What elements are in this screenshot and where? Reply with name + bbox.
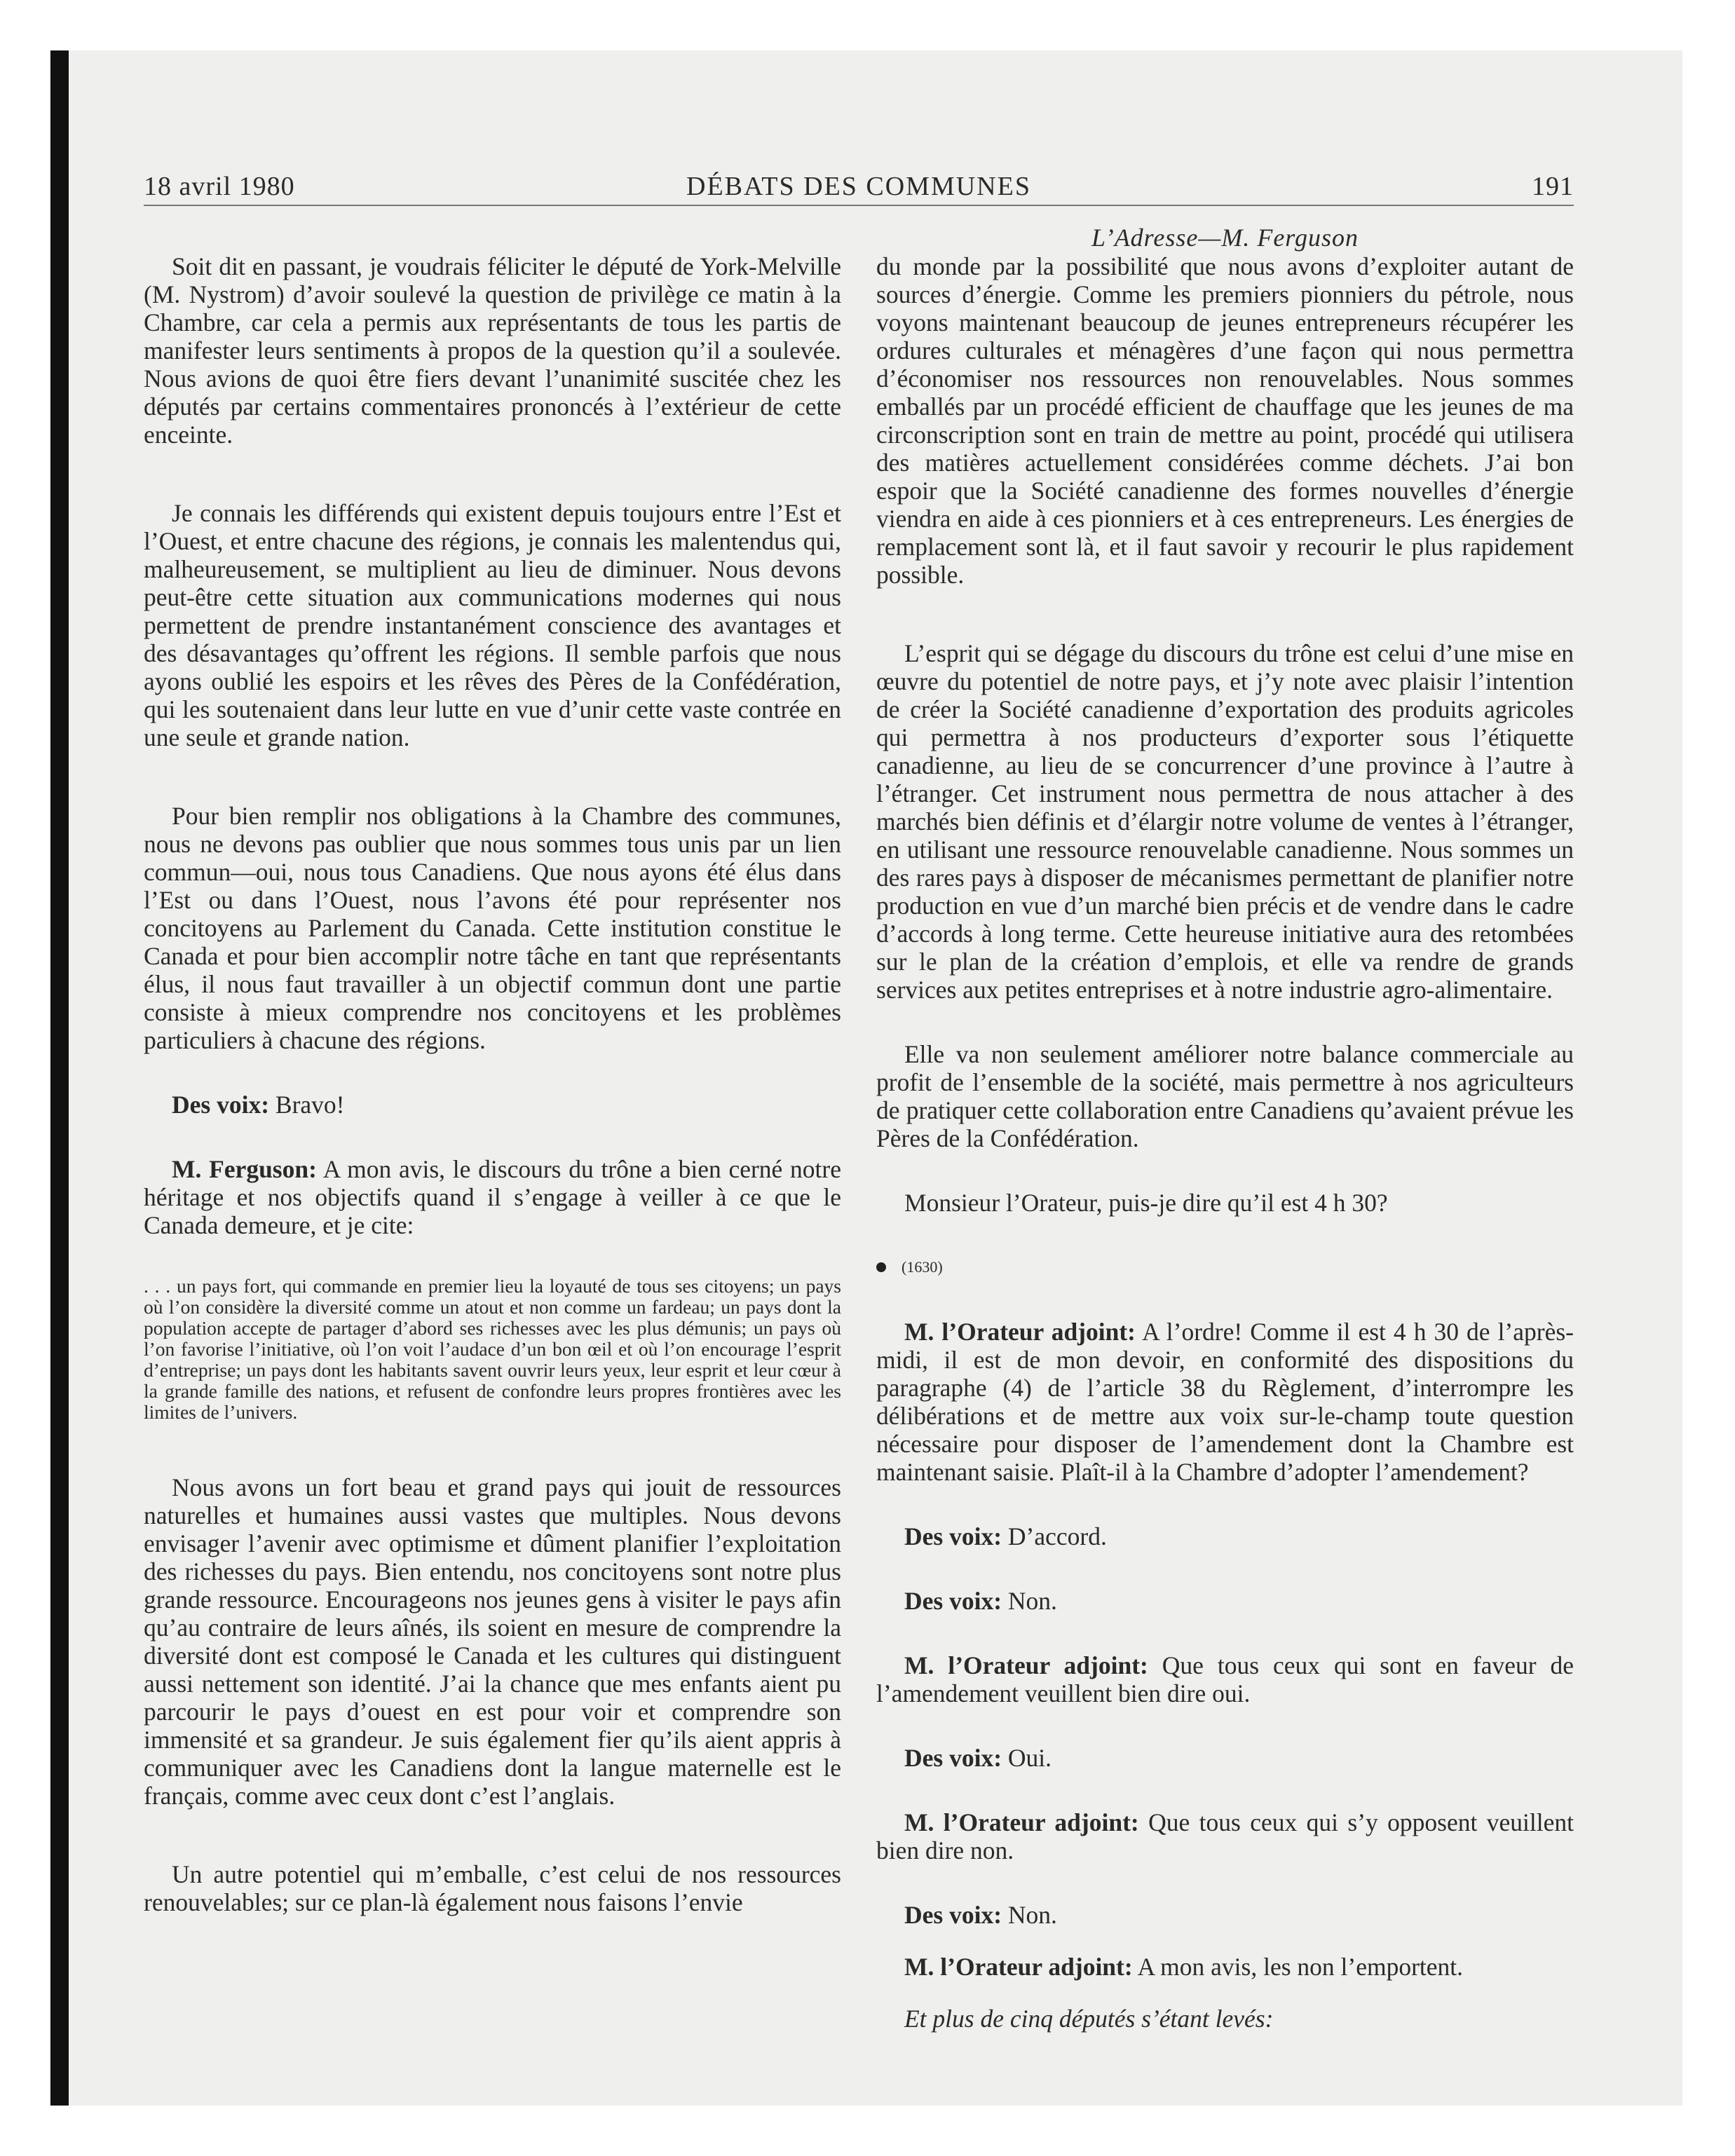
speaker-name: M. Ferguson: <box>172 1155 317 1183</box>
speech <box>876 1901 1574 1929</box>
paragraph: Soit dit en passant, je voudrais féliciter le député de York-Melville (M. Nystrom) d’avoir soulevé la question de privilège ce matin à la Chambre, car cela a permis aux représentants de tous les partis de manifester leurs sentiments à propos de la question qu’il a soulevée. Nous avions de quoi être fiers devant l’unanimité suscitée chez les députés par certains commentaires prononcés à l’extérieur de cette enceinte. <box>144 252 841 449</box>
speaker-name: Des voix: <box>172 1091 270 1119</box>
running-head: L’Adresse—M. Ferguson <box>1091 224 1359 252</box>
speaker-name: M. l’Orateur adjoint: <box>904 1651 1148 1679</box>
block-quote: . . . un pays fort, qui commande en premier lieu la loyauté de tous ses citoyens; un pays où l’on considère la diversité comme un atout et non comme un fardeau; un pays dont la population accepte de partager d’abord ses richesses avec les plus démunis; un pays où l’on favorise l’initiative, où l’on voit l’audace d’un bon œil et où l’on encourage l’esprit d’entreprise; un pays dont les habitants savent ouvrir leurs yeux, leur esprit et leur cœur à la grande famille des nations, et refusent de confondre leurs propres frontières avec les limites de l’univers. <box>144 1275 841 1423</box>
header-date: 18 avril 1980 <box>144 172 295 201</box>
scan-edge-bar <box>50 50 69 2106</box>
paragraph: Elle va non seulement améliorer notre balance commerciale au profit de l’ensemble de la société, mais permettre à nos agriculteurs de pratiquer cette collaboration entre Canadiens qu’avaient prévue les Pères de la Confédération. <box>876 1040 1574 1152</box>
speech <box>876 1318 1574 1486</box>
right-column <box>876 252 1574 2033</box>
bullet-icon <box>876 1262 886 1272</box>
speech-text: Non. <box>1002 1901 1057 1929</box>
speech <box>876 1808 1574 1864</box>
speech-text: D’accord. <box>1002 1522 1107 1550</box>
header-title: DÉBATS DES COMMUNES <box>686 172 1031 201</box>
speech <box>876 1953 1574 1981</box>
speaker-name: Des voix: <box>904 1901 1002 1929</box>
paragraph: Un autre potentiel qui m’emballe, c’est celui de nos ressources renouvelables; sur ce plan-là également nous faisons l’envie <box>144 1860 841 1916</box>
paragraph: Je connais les différends qui existent depuis toujours entre l’Est et l’Ouest, et entre chacune des régions, je connais les malentendus qui, malheureusement, se multiplient au lieu de diminuer. Nous devons peut-être cette situation aux communications modernes qui nous permettent de prendre instantanément conscience des avantages et des désavantages qu’offrent les régions. Il semble parfois que nous ayons oublié les espoirs et les rêves des Pères de la Confédération, qui les soutenaient dans leur lutte en vue d’unir cette vaste contrée en une seule et grande nation. <box>144 499 841 751</box>
speech <box>876 1587 1574 1615</box>
speech-text: Oui. <box>1002 1744 1052 1772</box>
left-column <box>144 252 841 1916</box>
speech-text: Bravo! <box>269 1091 345 1119</box>
paragraph: L’esprit qui se dégage du discours du trône est celui d’une mise en œuvre du potentiel de notre pays, et j’y note avec plaisir l’intention de créer la Société canadienne d’exportation des produits agricoles qui permettra à nos producteurs d’exporter sous l’étiquette canadienne, au lieu de se concurrencer d’une province à l’autre à l’étranger. Cet instrument nous permettra de nous attacher à des marchés bien définis et d’élargir notre volume de ventes à l’étranger, en utilisant une ressource renouvelable canadienne. Nous sommes un des rares pays à disposer de mécanismes permettant de planifier notre production en vue d’un marché bien précis et de vendre dans le cadre d’accords à long terme. Cette heureuse initiative aura des retombées sur le plan de la création d’emplois, et elle va rendre de grands services aux petites entreprises et à notre industrie agro-alimentaire. <box>876 639 1574 1004</box>
speech-text: A l’ordre! Comme il est 4 h 30 de l’après-midi, il est de mon devoir, en conformité des dispositions du paragraphe (4) de l’article 38 du Règlement, d’interrompre les délibérations et de mettre aux voix sur-le-champ toute question nécessaire pour disposer de l’amendement dont la Chambre est maintenant saisie. Plaît-il à la Chambre d’adopter l’amendement? <box>876 1318 1574 1486</box>
speaker-name: Des voix: <box>904 1744 1002 1772</box>
speech <box>144 1155 841 1239</box>
speech <box>144 1091 841 1119</box>
speech-text: Que tous ceux qui sont en faveur de l’amendement veuillent bien dire oui. <box>876 1651 1574 1707</box>
speech-text: A mon avis, le discours du trône a bien cerné notre héritage et nos objectifs quand il s’engage à veiller à ce que le Canada demeure, et je cite: <box>144 1155 841 1239</box>
speech-text: Non. <box>1002 1587 1057 1615</box>
time-marker <box>876 1253 1574 1281</box>
speech-text: A mon avis, les non l’emportent. <box>1132 1953 1464 1981</box>
speaker-name: Des voix: <box>904 1522 1002 1550</box>
speaker-name: M. l’Orateur adjoint: <box>904 1318 1136 1346</box>
paragraph: Pour bien remplir nos obligations à la Chambre des communes, nous ne devons pas oublier que nous sommes tous unis par un lien commun—oui, nous tous Canadiens. Que nous ayons été élus dans l’Est ou dans l’Ouest, nous l’avons été pour représenter nos concitoyens au Parlement du Canada. Cette institution constitue le Canada et pour bien accomplir notre tâche en tant que représentants élus, il nous faut travailler à un objectif commun dont une partie consiste à mieux comprendre nos concitoyens et les problèmes particuliers à chacune des régions. <box>144 802 841 1054</box>
paragraph: Monsieur l’Orateur, puis-je dire qu’il est 4 h 30? <box>904 1189 1388 1217</box>
speaker-name: Des voix: <box>904 1587 1002 1615</box>
speaker-name: M. l’Orateur adjoint: <box>904 1808 1139 1836</box>
speech <box>876 1522 1574 1550</box>
time-marker-text: (1630) <box>901 1258 943 1276</box>
speech <box>876 1744 1574 1772</box>
speech <box>876 1651 1574 1707</box>
page-number: 191 <box>1532 172 1574 201</box>
speaker-name: M. l’Orateur adjoint: <box>904 1953 1133 1981</box>
header-rule <box>144 205 1574 206</box>
paragraph: du monde par la possibilité que nous avons d’exploiter autant de sources d’énergie. Comme les premiers pionniers du pétrole, nous voyons maintenant beaucoup de jeunes entrepreneurs récupérer les ordures culturales et ménagères d’une façon qui nous permettra d’économiser nos ressources non renouvelables. Nous sommes emballés par un procédé efficient de chauffage que les jeunes de ma circonscription sont en train de mettre au point, procédé qui utilisera des matières actuellement considérées comme déchets. J’ai bon espoir que la Société canadienne des formes nouvelles d’énergie viendra en aide à ces pionniers et à ces entrepreneurs. Les énergies de remplacement sont là, et il faut savoir y recourir le plus rapidement possible. <box>876 252 1574 589</box>
stage-direction: Et plus de cinq députés s’étant levés: <box>904 2005 1274 2033</box>
speech-text: Que tous ceux qui s’y opposent veuillent bien dire non. <box>876 1808 1574 1864</box>
page-header <box>144 171 1574 206</box>
paragraph: Nous avons un fort beau et grand pays qui jouit de ressources naturelles et humaines aussi vastes que multiples. Nous devons envisager l’avenir avec optimisme et dûment planifier l’exploitation des richesses du pays. Bien entendu, nos concitoyens sont notre plus grande ressource. Encourageons nos jeunes gens à visiter le pays afin qu’au contraire de leurs aînés, ils soient en mesure de comprendre la diversité dont est composé le Canada et les cultures qui distinguent aussi nettement son identité. J’ai la chance que mes enfants aient pu parcourir le pays d’ouest en est pour voir et comprendre son immensité et sa grandeur. Je suis également fier qu’ils aient appris à communiquer avec les Canadiens dont la langue maternelle est le français, comme avec ceux dont c’est l’anglais. <box>144 1473 841 1810</box>
